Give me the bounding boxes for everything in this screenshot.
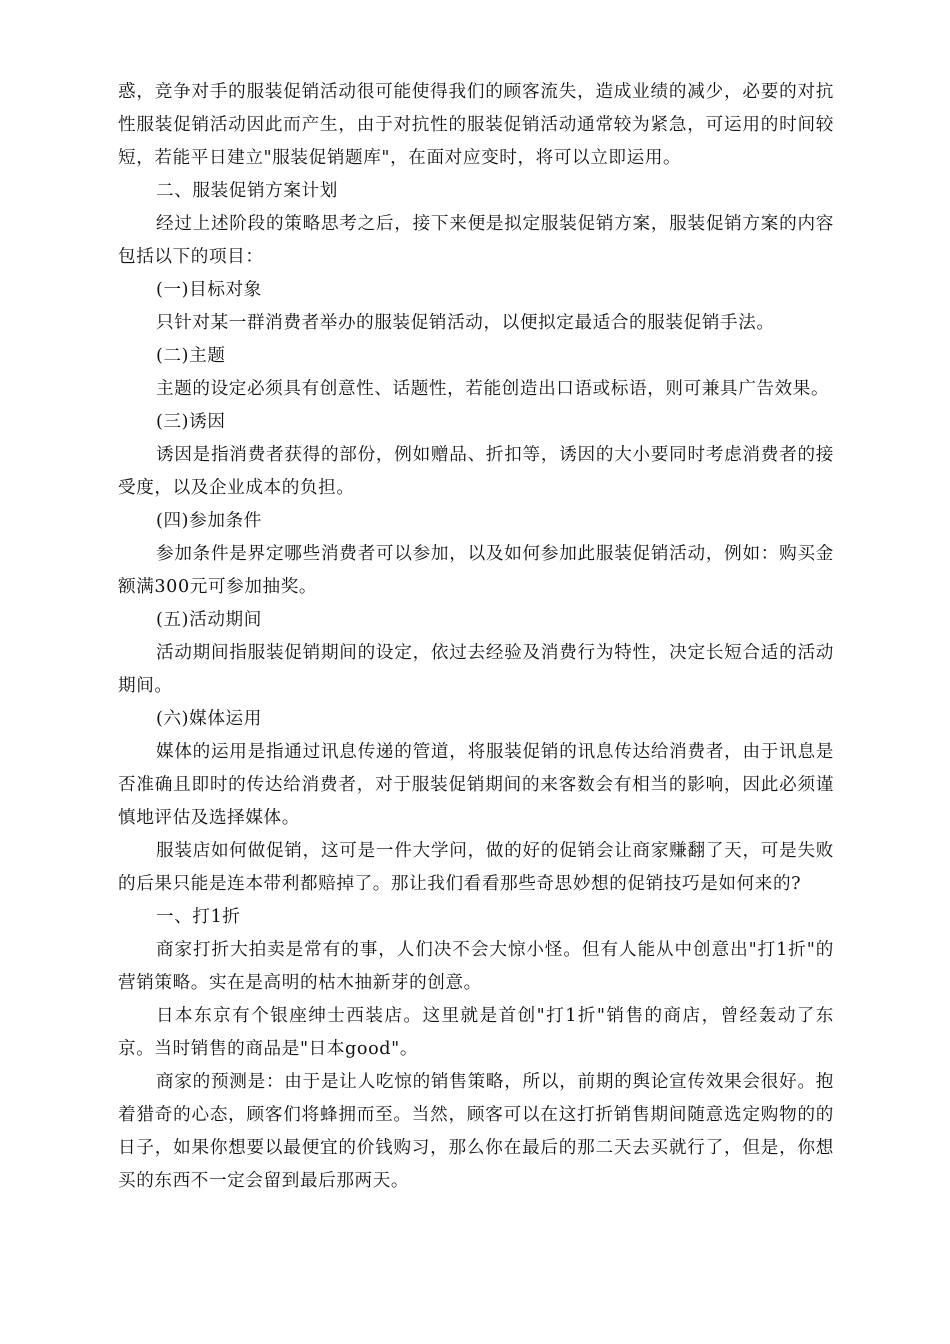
paragraph: 日本东京有个银座绅士西装店。这里就是首创"打1折"销售的商店，曾经轰动了东京。当时销售的商品是"日本good"。 — [118, 1006, 834, 1059]
subsection-heading: (三)诱因 — [156, 412, 226, 432]
paragraph: 诱因是指消费者获得的部份，例如赠品、折扣等，诱因的大小要同时考虑消费者的接受度，以及企业成本的负担。 — [118, 445, 834, 498]
paragraph: 商家的预测是：由于是让人吃惊的销售策略，所以，前期的舆论宣传效果会很好。抱着猎奇的心态，顾客们将蜂拥而至。当然，顾客可以在这打折销售期间随意选定购物的的日子，如果你想要以最便宜的价钱购习，那么你在最后的那二天去买就行了，但是，你想买的东西不一定会留到最后那两天。 — [118, 1072, 834, 1191]
paragraph: 经过上述阶段的策略思考之后，接下来便是拟定服装促销方案，服装促销方案的内容包括以下的项目： — [118, 214, 834, 267]
paragraph: 只针对某一群消费者举办的服装促销活动，以便拟定最适合的服装促销手法。 — [156, 313, 775, 333]
paragraph: 参加条件是界定哪些消费者可以参加，以及如何参加此服装促销活动，例如：购买金额满300元可参加抽奖。 — [118, 544, 834, 597]
section-heading: 一、打1折 — [156, 907, 241, 927]
paragraph: 商家打折大拍卖是常有的事，人们决不会大惊小怪。但有人能从中创意出"打1折"的营销策略。实在是高明的枯木抽新芽的创意。 — [118, 940, 834, 993]
paragraph: 服装店如何做促销，这可是一件大学问，做的好的促销会让商家赚翻了天，可是失败的后果只能是连本带利都赔掉了。那让我们看看那些奇思妙想的促销技巧是如何来的? — [118, 841, 834, 894]
paragraph: 活动期间指服装促销期间的设定，依过去经验及消费行为特性，决定长短合适的活动期间。 — [118, 643, 834, 696]
subsection-heading: (五)活动期间 — [156, 610, 262, 630]
section-heading: 二、服装促销方案计划 — [156, 181, 338, 201]
subsection-heading: (六)媒体运用 — [156, 709, 262, 729]
paragraph: 主题的设定必须具有创意性、话题性，若能创造出口语或标语，则可兼具广告效果。 — [156, 379, 830, 399]
document-page — [118, 76, 834, 1198]
subsection-heading: (一)目标对象 — [156, 280, 262, 300]
subsection-heading: (四)参加条件 — [156, 511, 262, 531]
paragraph: 媒体的运用是指通过讯息传递的管道，将服装促销的讯息传达给消费者，由于讯息是否准确且即时的传达给消费者，对于服装促销期间的来客数会有相当的影响，因此必须谨慎地评估及选择媒体。 — [118, 742, 834, 828]
paragraph: 惑，竞争对手的服装促销活动很可能使得我们的顾客流失，造成业绩的减少，必要的对抗性服装促销活动因此而产生，由于对抗性的服装促销活动通常较为紧急，可运用的时间较短，若能平日建立"服装促销题库"，在面对应变时，将可以立即运用。 — [118, 82, 834, 168]
subsection-heading: (二)主题 — [156, 346, 226, 366]
